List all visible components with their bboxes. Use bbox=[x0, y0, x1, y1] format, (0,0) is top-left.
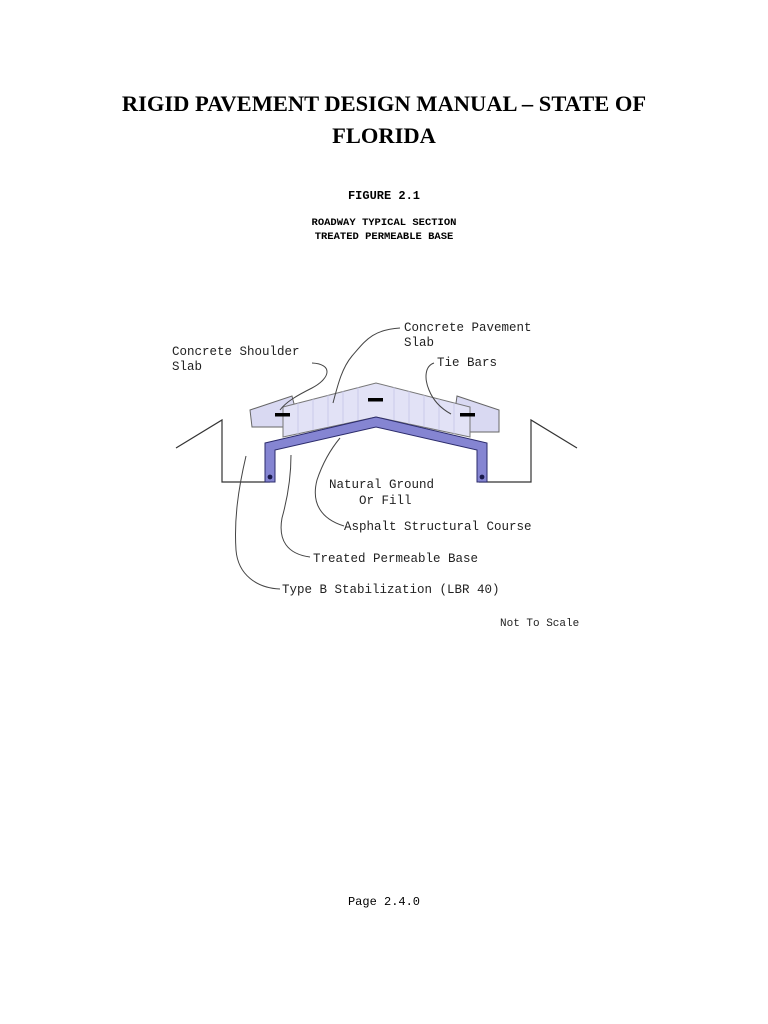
label-concrete-pavement-slab-line-2: Slab bbox=[404, 336, 435, 350]
label-type-b-stabilization: Type B Stabilization (LBR 40) bbox=[282, 583, 500, 597]
tie-bar-left bbox=[275, 413, 290, 417]
page-number: Page 2.4.0 bbox=[347, 895, 420, 909]
label-concrete-pavement-slab-line-1: Concrete Pavement bbox=[404, 321, 532, 335]
tie-bar-center bbox=[368, 398, 383, 402]
scale-note: Not To Scale bbox=[500, 618, 580, 630]
figure-caption-line-1: ROADWAY TYPICAL SECTION bbox=[311, 217, 457, 229]
label-concrete-shoulder-slab-line-2: Slab bbox=[172, 360, 203, 374]
left-edge-drain-icon bbox=[268, 475, 273, 480]
concrete-pavement-slab bbox=[283, 383, 470, 437]
document-title-line-2: FLORIDA bbox=[332, 123, 436, 148]
label-treated-permeable-base: Treated Permeable Base bbox=[313, 552, 479, 566]
figure-number: FIGURE 2.1 bbox=[347, 189, 420, 203]
label-tie-bars: Tie Bars bbox=[437, 356, 498, 370]
leader-treated-base bbox=[281, 455, 310, 557]
label-asphalt-structural-course: Asphalt Structural Course bbox=[344, 520, 532, 534]
figure-caption-line-2: TREATED PERMEABLE BASE bbox=[314, 231, 454, 243]
tie-bar-right bbox=[460, 413, 475, 417]
embankment-outline bbox=[176, 420, 577, 482]
right-edge-drain-icon bbox=[480, 475, 485, 480]
label-natural-ground-line-1: Natural Ground bbox=[329, 478, 435, 492]
label-concrete-shoulder-slab-line-1: Concrete Shoulder bbox=[172, 345, 300, 359]
label-natural-ground-line-2: Or Fill bbox=[359, 494, 412, 508]
document-title-line-1: RIGID PAVEMENT DESIGN MANUAL – STATE OF bbox=[121, 91, 647, 116]
